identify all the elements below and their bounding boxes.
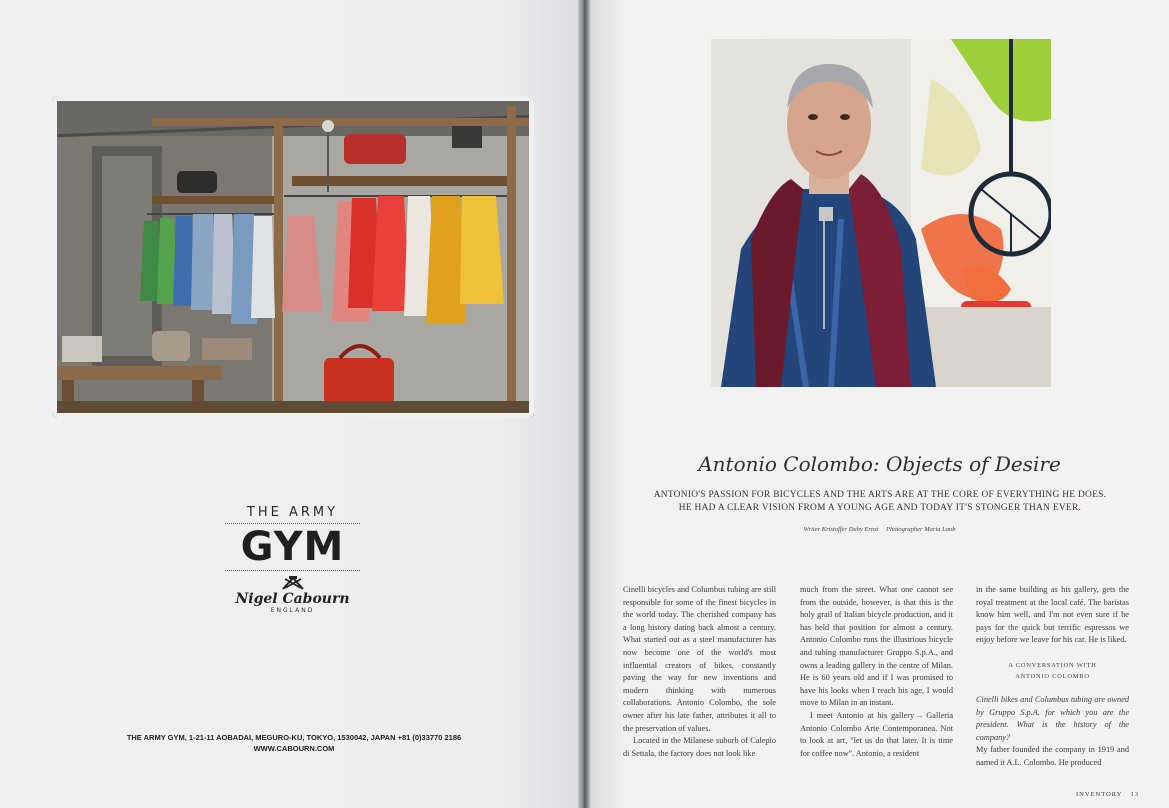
brand-country: ENGLAND	[270, 607, 315, 614]
paragraph: I meet Antonio at his gallery – Galleria Antonio Colombo Arte Contemporanea. Not to look at art, "let us do that later. It is time for coffee now". Antonio, a resident	[800, 710, 953, 758]
article-credits	[590, 526, 1169, 533]
brand-top-text: THE ARMY	[225, 505, 360, 524]
portrait-photo	[711, 39, 1051, 387]
magazine-name: INVENTORY	[1076, 791, 1123, 798]
left-page-advertisement	[0, 0, 584, 808]
article-column-1	[623, 584, 776, 760]
page-number: 13	[1130, 791, 1139, 798]
ad-address: THE ARMY GYM, 1-21-11 AOBADAI, MEGURO-KU, TOKYO, 1530042, JAPAN +81 (0)33770 2186	[126, 733, 462, 742]
standfirst-line-2: HE HAD A CLEAR VISION FROM A YOUNG AGE AND TODAY IT'S STONGER THAN EVER.	[678, 503, 1082, 513]
paragraph: much from the street. What one cannot see from the outside, however, is that this is the holy grail of Italian bicycle production, and it has held that position for almost a century. Antonio Colombo runs the illustrious bicycle and tubing manufacturer Gruppo S.p.A., and owns a leading gallery in the centre of Milan. He is 60 years old and if I was promised to have his looks when I reach his age, I would move to Milan in an instant.	[800, 585, 953, 708]
conversation-heading	[976, 660, 1129, 682]
designer-signature: Nigel Cabourn	[235, 591, 350, 607]
paragraph: in the same building as his gallery, gets the royal treatment at the local café. The baristas know him well, and I'm not even sure if he pays for the quick but terrific espressos we enjoy before we leave for his car. He is liked.	[976, 585, 1129, 645]
photographer-credit: Photographer Maria Laub	[886, 526, 956, 533]
right-page-article	[590, 0, 1169, 808]
page-folio	[1076, 791, 1139, 798]
standfirst-line-1: ANTONIO'S PASSION FOR BICYCLES AND THE ARTS ARE AT THE CORE OF EVERYTHING HE DOES.	[653, 490, 1107, 500]
ad-website: WWW.CABOURN.COM	[253, 744, 335, 753]
spread-gutter	[578, 0, 590, 808]
brand-main-text: GYM	[225, 526, 360, 571]
shop-interior-photo	[52, 96, 534, 418]
article-title: Antonio Colombo: Objects of Desire	[698, 452, 1061, 476]
interview-question: Cinelli bikes and Columbus tubing are owned by Gruppo S.p.A. for which you are the president. What is the history of the company?	[976, 694, 1129, 742]
brand-logo	[225, 505, 360, 614]
paragraph: Cinelli bicycles and Columbus tubing are still responsible for some of the finest bicycles in the world today. The cherished company has a long history dating back almost a century. What started out as a steel manufacturer has now become one of the world's most influential creators of bikes, constantly paving the way for new inventions and modern thinking with numerous collaborations. Antonio Colombo, the sole owner after his late father, attributes it all to the preservation of values.	[623, 585, 776, 733]
crossed-emblem-icon	[280, 575, 306, 591]
paragraph: Located in the Milanese suburb of Calepio di Settala, the factory does not look like	[623, 736, 776, 758]
conversation-heading-line-2: ANTONIO COLOMBO	[1015, 672, 1090, 680]
article-standfirst	[630, 489, 1130, 515]
interview-answer: My father founded the company in 1919 and named it A.L. Colombo. He produced	[976, 745, 1129, 767]
conversation-heading-line-1: A CONVERSATION WITH	[1008, 661, 1097, 669]
writer-credit: Writer Kristoffer Duby Ernst	[803, 526, 879, 533]
article-column-3	[976, 584, 1129, 770]
article-column-2	[800, 584, 953, 760]
